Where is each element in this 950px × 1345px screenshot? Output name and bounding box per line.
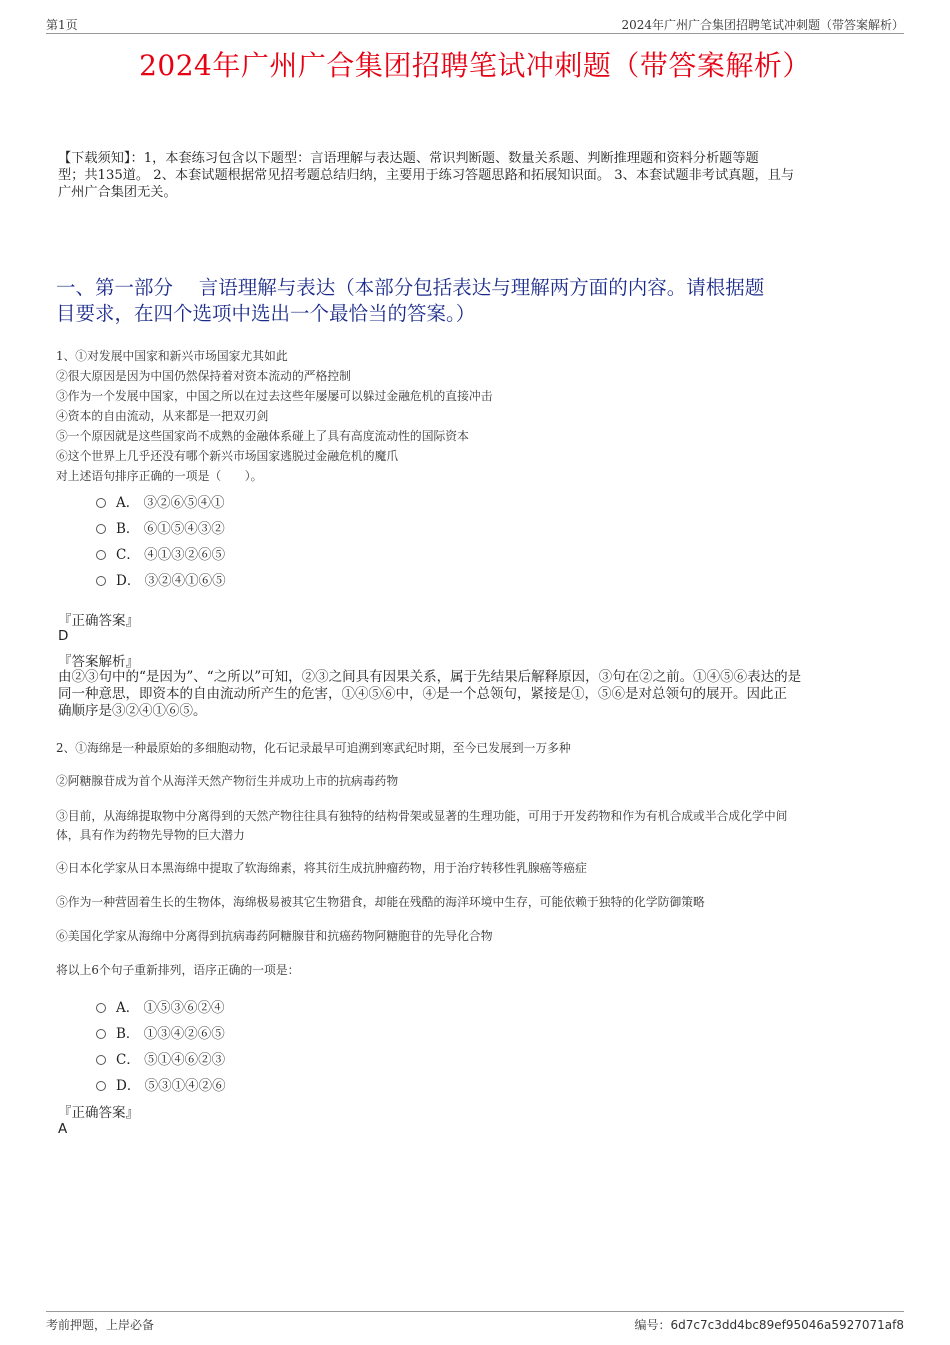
section-heading: 一、第一部分 言语理解与表达（本部分包括表达与理解两方面的内容。请根据题 目要求，在四个选项中选出一个最恰当的答案。） [56,276,765,325]
q2-option-a[interactable]: A． ①⑤③⑥②④ [96,996,225,1016]
notice-line: 广州广合集团无关。 [58,185,177,200]
q2-line: 将以上6个句子重新排列，语序正确的一项是： [56,963,300,977]
stem-line: 对上述语句排序正确的一项是（ ）。 [56,469,263,483]
radio-icon[interactable] [96,498,106,508]
q1-answer-label: 『正确答案』 [58,613,139,629]
q2-line: ⑤作为一种营固着生长的生物体，海绵极易被其它生物猎食，却能在残酷的海洋环境中生存，可能依赖于独特的化学防御策略 [56,895,705,909]
q2-option-d[interactable]: D． ⑤③①④②⑥ [96,1074,226,1094]
q1-option-a[interactable]: A． ③②⑥⑤④① [96,491,225,511]
radio-icon[interactable] [96,524,106,534]
analysis-line: 确顺序是③②④①⑥⑤。 [58,703,207,719]
q2-line: ②阿糖腺苷成为首个从海洋天然产物衍生并成功上市的抗病毒药物 [56,774,399,788]
q2-line: ③目前，从海绵提取物中分离得到的天然产物往往具有独特的结构骨架或显著的生理功能，可用于开发药物和作为有机合成或半合成化学中间 [56,809,788,823]
analysis-line: 同一种意思，即资本的自由流动所产生的危害，①④⑤⑥中，④是一个总领句，紧接是①，⑤⑥是对总领句的展开。因此正 [58,686,787,702]
download-notice [58,150,900,201]
footer-divider [46,1311,904,1312]
radio-icon[interactable] [96,1003,106,1013]
q2-line: 2、①海绵是一种最原始的多细胞动物，化石记录最早可追溯到寒武纪时期，至今已发展到一万多种 [56,741,571,755]
footer-slogan: 考前押题，上岸必备 [46,1318,155,1332]
stem-line: ⑤一个原因就是这些国家尚不成熟的金融体系碰上了具有高度流动性的国际资本 [56,429,469,443]
stem-line: ⑥这个世界上几乎还没有哪个新兴市场国家逃脱过金融危机的魔爪 [56,449,399,463]
running-title: 2024年广州广合集团招聘笔试冲刺题（带答案解析） [621,18,904,32]
radio-icon[interactable] [96,550,106,560]
stem-line: ④资本的自由流动，从来都是一把双刃剑 [56,409,269,423]
radio-icon[interactable] [96,1029,106,1039]
radio-icon[interactable] [96,1055,106,1065]
question-1-stem [56,346,898,486]
q1-option-d[interactable]: D． ③②④①⑥⑤ [96,569,226,589]
page-number: 第1页 [46,18,78,32]
q2-answer: A [58,1121,68,1137]
notice-line: 型；共135道。 2、本套试题根据常见招考题总结归纳，主要用于练习答题思路和拓展知识面。 3、本套试题非考试真题，且与 [58,168,795,183]
q1-answer: D [58,628,69,644]
radio-icon[interactable] [96,576,106,586]
page-title: 2024年广州广合集团招聘笔试冲刺题（带答案解析） [139,49,811,82]
q2-line: ④日本化学家从日本黑海绵中提取了软海绵素，将其衍生成抗肿瘤药物，用于治疗转移性乳腺癌等癌症 [56,861,587,875]
notice-line: 【下载须知】：1，本套练习包含以下题型：言语理解与表达题、常识判断题、数量关系题、判断推理题和资料分析题等题 [58,151,759,166]
radio-icon[interactable] [96,1081,106,1091]
q2-line: 体，具有作为药物先导物的巨大潜力 [56,828,245,842]
q1-analysis-label: 『答案解析』 [58,654,139,670]
header-divider [46,33,904,34]
q1-option-c[interactable]: C． ④①③②⑥⑤ [96,543,225,563]
stem-line: ③作为一个发展中国家，中国之所以在过去这些年屡屡可以躲过金融危机的直接冲击 [56,389,493,403]
stem-line: ②很大原因是因为中国仍然保持着对资本流动的严格控制 [56,369,351,383]
q1-analysis [58,669,898,720]
stem-line: 1、①对发展中国家和新兴市场国家尤其如此 [56,349,288,363]
q2-line: ⑥美国化学家从海绵中分离得到抗病毒药阿糖腺苷和抗癌药物阿糖胞苷的先导化合物 [56,929,493,943]
document-code: 编号：6d7c7c3dd4bc89ef95046a5927071af8 [634,1318,904,1332]
q2-answer-label: 『正确答案』 [58,1105,139,1121]
analysis-line: 由②③句中的“是因为”、“之所以”可知，②③之间具有因果关系，属于先结果后解释原因，③句在②之前。①④⑤⑥表达的是 [58,669,802,685]
q2-option-c[interactable]: C． ⑤①④⑥②③ [96,1048,225,1068]
q2-option-b[interactable]: B． ①③④②⑥⑤ [96,1022,225,1042]
q1-option-b[interactable]: B． ⑥①⑤④③② [96,517,225,537]
